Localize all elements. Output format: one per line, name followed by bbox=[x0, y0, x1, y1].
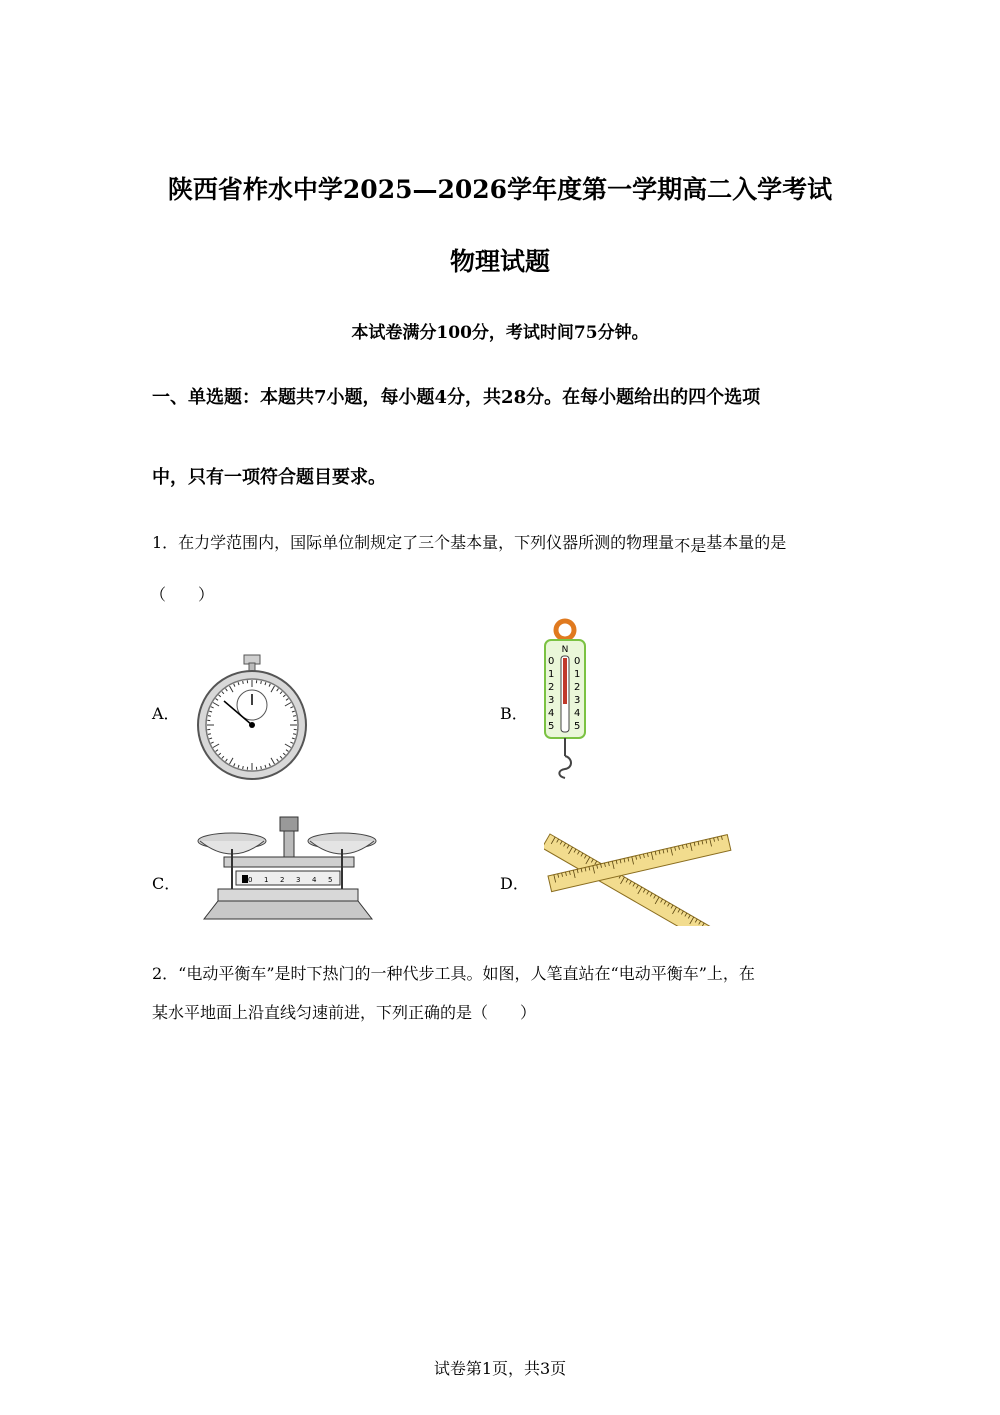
spring-scale-tick: 2 bbox=[574, 682, 581, 693]
spring-scale-tick: 5 bbox=[574, 721, 581, 732]
question-2-line2: 某水平地面上沿直线匀速前进，下列正确的是（ ） bbox=[152, 1003, 537, 1022]
question-1-emphasis: 不是 bbox=[674, 536, 707, 555]
watch-tick bbox=[243, 766, 244, 769]
spring-scale-tick: 2 bbox=[548, 682, 555, 693]
page-footer: 试卷第1页，共3页 bbox=[433, 1359, 567, 1378]
balance-tick: 2 bbox=[280, 876, 285, 884]
balance-tick: 4 bbox=[312, 876, 317, 884]
spring-scale-tick: 1 bbox=[574, 669, 581, 680]
watch-tick bbox=[293, 734, 296, 735]
spring-scale-tick: 4 bbox=[548, 708, 555, 719]
spring-scale-tick: 1 bbox=[548, 669, 555, 680]
section-heading-line1: 一、单选题：本题共7小题，每小题4分，共28分。在每小题给出的四个选项 bbox=[152, 387, 761, 408]
question-1-text-before: 1．在力学范围内，国际单位制规定了三个基本量，下列仪器所测的物理量 bbox=[152, 533, 675, 552]
stopwatch-icon bbox=[194, 653, 310, 785]
question-1-text-after: 基本量的是 bbox=[706, 533, 787, 552]
rulers-icon bbox=[544, 808, 736, 930]
question-1-text bbox=[152, 530, 786, 553]
watch-tick bbox=[208, 716, 211, 717]
balance-tick: 3 bbox=[296, 876, 301, 884]
balance-tick: 0 bbox=[248, 876, 253, 884]
watch-tick bbox=[293, 716, 296, 717]
spring-scale-tick: 3 bbox=[548, 695, 555, 706]
option-d-label: D． bbox=[500, 874, 529, 893]
spring-scale-tick: 4 bbox=[574, 708, 581, 719]
watch-tick bbox=[208, 734, 211, 735]
spring-scale-tick: 5 bbox=[548, 721, 555, 732]
option-c-label: C． bbox=[152, 874, 181, 893]
exam-title: 陕西省柞水中学2025—2026学年度第一学期高二入学考试 bbox=[167, 175, 833, 204]
option-b-label: B． bbox=[500, 704, 528, 723]
question-1-paren: （ ） bbox=[150, 585, 215, 604]
question-2-line1: 2．“电动平衡车”是时下热门的一种代步工具。如图，人笔直站在“电动平衡车”上，在 bbox=[152, 964, 755, 983]
spring-scale-tick: 0 bbox=[548, 656, 555, 667]
option-a-label: A． bbox=[152, 704, 180, 723]
spring-scale-tick: 3 bbox=[574, 695, 581, 706]
spring-scale-icon bbox=[540, 618, 590, 786]
section-heading-line2: 中，只有一项符合题目要求。 bbox=[152, 467, 386, 488]
spring-scale-unit: N bbox=[561, 645, 569, 655]
exam-subtitle: 物理试题 bbox=[449, 247, 550, 276]
balance-tick: 1 bbox=[264, 876, 269, 884]
balance-scale-icon bbox=[196, 815, 378, 927]
exam-info: 本试卷满分100分，考试时间75分钟。 bbox=[351, 323, 649, 343]
watch-tick bbox=[261, 766, 262, 769]
balance-tick: 5 bbox=[328, 876, 333, 884]
spring-scale-tick: 0 bbox=[574, 656, 581, 667]
watch-tick bbox=[243, 681, 244, 684]
watch-tick bbox=[261, 681, 262, 684]
